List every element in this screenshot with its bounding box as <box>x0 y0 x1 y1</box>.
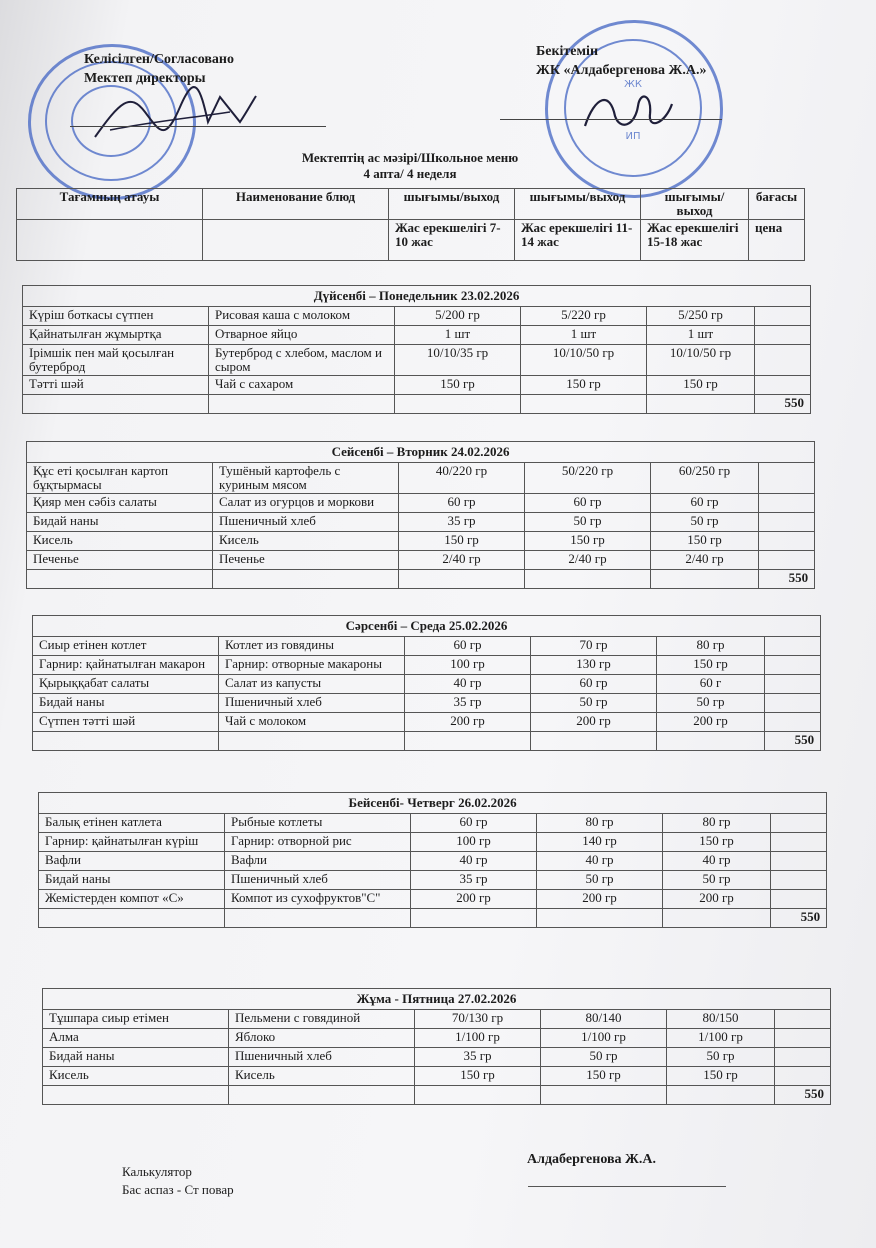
yield-15-18: 60 гр <box>651 494 759 513</box>
yield-15-18: 150 гр <box>651 532 759 551</box>
stamp-center-text: ЖК <box>624 79 642 90</box>
yield-11-14: 80/140 <box>541 1010 667 1029</box>
yield-11-14: 1/100 гр <box>541 1029 667 1048</box>
dish-name-kz: Гарнир: қайнатылған күріш <box>39 833 225 852</box>
price-cell <box>765 694 821 713</box>
table-row <box>23 376 811 395</box>
table-row <box>27 551 815 570</box>
dish-name-ru: Отварное яйцо <box>209 326 395 345</box>
empty-cell <box>667 1086 775 1105</box>
age-11-14: Жас ерекшелігі 11-14 жас <box>515 220 641 261</box>
empty-cell <box>27 570 213 589</box>
yield-7-10: 10/10/35 гр <box>395 345 521 376</box>
day-title: Жұма - Пятница 27.02.2026 <box>43 989 831 1010</box>
empty-cell <box>23 395 209 414</box>
table-row <box>43 1048 831 1067</box>
price-cell <box>775 1010 831 1029</box>
yield-15-18: 150 гр <box>647 376 755 395</box>
dish-name-kz: Бидай наны <box>39 871 225 890</box>
dish-name-kz: Қырыққабат салаты <box>33 675 219 694</box>
empty-cell <box>225 909 411 928</box>
yield-15-18: 50 гр <box>651 513 759 532</box>
yield-15-18: 1/100 гр <box>667 1029 775 1048</box>
dish-name-ru: Котлет из говядины <box>219 637 405 656</box>
signature-line-right <box>500 119 722 120</box>
dish-name-ru: Печенье <box>213 551 399 570</box>
price-cell <box>765 637 821 656</box>
yield-15-18: 2/40 гр <box>651 551 759 570</box>
empty-cell <box>405 732 531 751</box>
yield-7-10: 200 гр <box>405 713 531 732</box>
day-header-monday <box>23 286 811 307</box>
day-header-wednesday <box>33 616 821 637</box>
day-header-tuesday <box>27 442 815 463</box>
table-row <box>27 494 815 513</box>
footer-calculator: Калькулятор <box>122 1164 192 1179</box>
table-row <box>39 871 827 890</box>
header-yield-3: шығымы/выход <box>641 189 749 220</box>
yield-11-14: 60 гр <box>525 494 651 513</box>
yield-7-10: 200 гр <box>411 890 537 909</box>
yield-11-14: 150 гр <box>525 532 651 551</box>
menu-table-top <box>16 188 804 261</box>
day-title: Дүйсенбі – Понедельник 23.02.2026 <box>23 286 811 307</box>
empty-cell <box>39 909 225 928</box>
yield-7-10: 150 гр <box>395 376 521 395</box>
dish-name-kz: Балық етінен катлета <box>39 814 225 833</box>
approval-left <box>84 50 234 88</box>
empty-cell <box>33 732 219 751</box>
dish-name-kz: Гарнир: қайнатылған макарон <box>33 656 219 675</box>
empty-cell <box>411 909 537 928</box>
empty-cell <box>219 732 405 751</box>
age-7-10: Жас ерекшелігі 7-10 жас <box>389 220 515 261</box>
dish-name-ru: Чай с молоком <box>219 713 405 732</box>
approval-left-line2: Мектеп директоры <box>84 71 206 86</box>
header-price: бағасы <box>749 189 805 220</box>
yield-11-14: 60 гр <box>531 675 657 694</box>
day-price: 550 <box>771 909 827 928</box>
empty-cell <box>531 732 657 751</box>
empty-cell <box>537 909 663 928</box>
dish-name-ru: Пшеничный хлеб <box>225 871 411 890</box>
day-header-friday <box>43 989 831 1010</box>
yield-7-10: 60 гр <box>399 494 525 513</box>
yield-11-14: 50 гр <box>541 1048 667 1067</box>
dish-name-kz: Алма <box>43 1029 229 1048</box>
price-cell <box>755 307 811 326</box>
day-title: Сейсенбі – Вторник 24.02.2026 <box>27 442 815 463</box>
dish-name-kz: Бидай наны <box>43 1048 229 1067</box>
yield-7-10: 5/200 гр <box>395 307 521 326</box>
yield-7-10: 35 гр <box>411 871 537 890</box>
dish-name-ru: Компот из сухофруктов"С" <box>225 890 411 909</box>
price-cell <box>775 1067 831 1086</box>
yield-7-10: 35 гр <box>399 513 525 532</box>
table-row <box>39 890 827 909</box>
empty-cell <box>229 1086 415 1105</box>
age-row <box>17 220 805 261</box>
price-cell <box>755 345 811 376</box>
yield-15-18: 200 гр <box>663 890 771 909</box>
price-cell <box>771 871 827 890</box>
yield-11-14: 80 гр <box>537 814 663 833</box>
table-row <box>23 345 811 376</box>
empty-cell <box>657 732 765 751</box>
table-row <box>43 1067 831 1086</box>
price-cell <box>771 890 827 909</box>
table-row <box>39 833 827 852</box>
signature-line-left <box>70 126 326 127</box>
yield-7-10: 40/220 гр <box>399 463 525 494</box>
table-row <box>33 713 821 732</box>
empty-cell <box>663 909 771 928</box>
yield-15-18: 60 г <box>657 675 765 694</box>
dish-name-ru: Кисель <box>213 532 399 551</box>
price-cell <box>759 551 815 570</box>
price-cell <box>759 463 815 494</box>
yield-7-10: 2/40 гр <box>399 551 525 570</box>
dish-name-ru: Рыбные котлеты <box>225 814 411 833</box>
menu-day-tuesday <box>26 441 809 589</box>
dish-name-ru: Пшеничный хлеб <box>213 513 399 532</box>
yield-7-10: 1 шт <box>395 326 521 345</box>
price-cell <box>771 814 827 833</box>
yield-7-10: 35 гр <box>415 1048 541 1067</box>
price-row <box>27 570 815 589</box>
yield-7-10: 60 гр <box>411 814 537 833</box>
dish-name-ru: Салат из капусты <box>219 675 405 694</box>
day-price: 550 <box>775 1086 831 1105</box>
price-cell <box>765 713 821 732</box>
menu-day-friday <box>42 988 825 1105</box>
yield-15-18: 200 гр <box>657 713 765 732</box>
price-row <box>39 909 827 928</box>
age-15-18: Жас ерекшелігі 15-18 жас <box>641 220 749 261</box>
yield-15-18: 40 гр <box>663 852 771 871</box>
dish-name-ru: Гарнир: отворной рис <box>225 833 411 852</box>
yield-15-18: 1 шт <box>647 326 755 345</box>
yield-7-10: 150 гр <box>415 1067 541 1086</box>
footer-signer-name: Алдабергенова Ж.А. <box>527 1152 656 1167</box>
yield-11-14: 130 гр <box>531 656 657 675</box>
table-row <box>43 1010 831 1029</box>
dish-name-kz: Вафли <box>39 852 225 871</box>
table-row <box>39 852 827 871</box>
table-row <box>43 1029 831 1048</box>
yield-11-14: 40 гр <box>537 852 663 871</box>
yield-7-10: 35 гр <box>405 694 531 713</box>
yield-11-14: 140 гр <box>537 833 663 852</box>
dish-name-kz: Бидай наны <box>27 513 213 532</box>
dish-name-ru: Пшеничный хлеб <box>229 1048 415 1067</box>
dish-name-kz: Жемістерден компот «С» <box>39 890 225 909</box>
yield-15-18: 5/250 гр <box>647 307 755 326</box>
dish-name-kz: Бидай наны <box>33 694 219 713</box>
dish-name-ru: Яблоко <box>229 1029 415 1048</box>
header-kz-name: Тағамның атауы <box>17 189 203 220</box>
dish-name-kz: Кисель <box>43 1067 229 1086</box>
yield-7-10: 70/130 гр <box>415 1010 541 1029</box>
day-title: Сәрсенбі – Среда 25.02.2026 <box>33 616 821 637</box>
dish-name-ru: Вафли <box>225 852 411 871</box>
yield-11-14: 200 гр <box>531 713 657 732</box>
price-cell <box>771 852 827 871</box>
day-price: 550 <box>755 395 811 414</box>
empty-cell <box>521 395 647 414</box>
day-price: 550 <box>759 570 815 589</box>
dish-name-kz: Кисель <box>27 532 213 551</box>
price-cell <box>755 326 811 345</box>
price-cell <box>771 833 827 852</box>
dish-name-kz: Қайнатылған жұмыртқа <box>23 326 209 345</box>
table-header-row <box>17 189 805 220</box>
dish-name-ru: Чай с сахаром <box>209 376 395 395</box>
empty-cell <box>213 570 399 589</box>
stamp-bottom-text: ИП <box>625 131 641 142</box>
yield-15-18: 60/250 гр <box>651 463 759 494</box>
dish-name-kz: Қияр мен сәбіз салаты <box>27 494 213 513</box>
yield-7-10: 100 гр <box>405 656 531 675</box>
dish-name-kz: Сиыр етінен котлет <box>33 637 219 656</box>
price-cell <box>765 656 821 675</box>
price-cell <box>759 494 815 513</box>
yield-7-10: 1/100 гр <box>415 1029 541 1048</box>
yield-11-14: 1 шт <box>521 326 647 345</box>
day-price: 550 <box>765 732 821 751</box>
dish-name-ru: Кисель <box>229 1067 415 1086</box>
price-label: цена <box>749 220 805 261</box>
dish-name-ru: Гарнир: отворные макароны <box>219 656 405 675</box>
yield-15-18: 10/10/50 гр <box>647 345 755 376</box>
yield-15-18: 80 гр <box>657 637 765 656</box>
table-row <box>23 307 811 326</box>
approval-right-line2: ЖК «Алдабергенова Ж.А.» <box>536 63 707 78</box>
yield-15-18: 150 гр <box>663 833 771 852</box>
price-cell <box>759 532 815 551</box>
empty-cell <box>399 570 525 589</box>
empty-cell <box>209 395 395 414</box>
dish-name-kz: Тәтті шәй <box>23 376 209 395</box>
yield-7-10: 40 гр <box>411 852 537 871</box>
day-header-thursday <box>39 793 827 814</box>
yield-11-14: 150 гр <box>521 376 647 395</box>
dish-name-ru: Салат из огурцов и моркови <box>213 494 399 513</box>
yield-15-18: 80/150 <box>667 1010 775 1029</box>
yield-7-10: 40 гр <box>405 675 531 694</box>
price-cell <box>775 1029 831 1048</box>
empty-cell <box>395 395 521 414</box>
menu-day-monday <box>22 285 804 414</box>
table-row <box>33 675 821 694</box>
empty-cell <box>415 1086 541 1105</box>
empty-cell <box>541 1086 667 1105</box>
header-yield-2: шығымы/выход <box>515 189 641 220</box>
yield-11-14: 50/220 гр <box>525 463 651 494</box>
menu-title-line2: 4 апта/ 4 неделя <box>363 166 457 181</box>
menu-title-line1: Мектептің ас мәзірі/Школьное меню <box>301 150 519 165</box>
yield-15-18: 50 гр <box>667 1048 775 1067</box>
dish-name-ru: Тушёный картофель с куриным мясом <box>213 463 399 494</box>
dish-name-kz: Ірімшік пен май қосылған бутерброд <box>23 345 209 376</box>
yield-15-18: 80 гр <box>663 814 771 833</box>
table-row <box>27 513 815 532</box>
yield-11-14: 70 гр <box>531 637 657 656</box>
dish-name-kz: Күріш боткасы сүтпен <box>23 307 209 326</box>
empty-cell <box>43 1086 229 1105</box>
table-row <box>33 656 821 675</box>
empty-cell <box>651 570 759 589</box>
dish-name-kz: Сүтпен тәтті шәй <box>33 713 219 732</box>
price-row <box>23 395 811 414</box>
approval-right <box>536 42 706 80</box>
dish-name-kz: Құс еті қосылған картоп бұқтырмасы <box>27 463 213 494</box>
yield-11-14: 2/40 гр <box>525 551 651 570</box>
yield-11-14: 200 гр <box>537 890 663 909</box>
menu-day-thursday <box>38 792 821 928</box>
yield-11-14: 5/220 гр <box>521 307 647 326</box>
yield-7-10: 60 гр <box>405 637 531 656</box>
dish-name-ru: Рисовая каша с молоком <box>209 307 395 326</box>
header-yield-1: шығымы/выход <box>389 189 515 220</box>
table-row <box>39 814 827 833</box>
footer-chef: Бас аспаз - Ст повар <box>122 1182 234 1197</box>
price-cell <box>765 675 821 694</box>
dish-name-kz: Печенье <box>27 551 213 570</box>
price-cell <box>755 376 811 395</box>
yield-11-14: 50 гр <box>531 694 657 713</box>
table-row <box>33 694 821 713</box>
yield-15-18: 50 гр <box>663 871 771 890</box>
yield-11-14: 150 гр <box>541 1067 667 1086</box>
dish-name-ru: Пшеничный хлеб <box>219 694 405 713</box>
yield-11-14: 50 гр <box>537 871 663 890</box>
director-signature <box>90 82 260 152</box>
dish-name-ru: Пельмени с говядиной <box>229 1010 415 1029</box>
yield-11-14: 10/10/50 гр <box>521 345 647 376</box>
menu-day-wednesday <box>32 615 815 751</box>
dish-name-kz: Тұшпара сиыр етімен <box>43 1010 229 1029</box>
yield-15-18: 50 гр <box>657 694 765 713</box>
footer-signature-line <box>528 1186 726 1187</box>
approval-left-line1: Келісілген/Согласовано <box>84 52 234 67</box>
empty-cell <box>647 395 755 414</box>
footer-left <box>122 1163 234 1199</box>
yield-15-18: 150 гр <box>667 1067 775 1086</box>
approver-signature <box>580 86 680 136</box>
menu-title <box>250 150 570 182</box>
header-ru-name: Наименование блюд <box>203 189 389 220</box>
yield-7-10: 100 гр <box>411 833 537 852</box>
yield-7-10: 150 гр <box>399 532 525 551</box>
dish-name-ru: Бутерброд с хлебом, маслом и сыром <box>209 345 395 376</box>
table-row <box>33 637 821 656</box>
yield-11-14: 50 гр <box>525 513 651 532</box>
yield-15-18: 150 гр <box>657 656 765 675</box>
table-row <box>27 463 815 494</box>
price-row <box>43 1086 831 1105</box>
price-cell <box>775 1048 831 1067</box>
empty-cell <box>525 570 651 589</box>
table-row <box>27 532 815 551</box>
price-row <box>33 732 821 751</box>
day-title: Бейсенбі- Четверг 26.02.2026 <box>39 793 827 814</box>
approval-right-line1: Бекітемін <box>536 44 599 59</box>
table-row <box>23 326 811 345</box>
price-cell <box>759 513 815 532</box>
